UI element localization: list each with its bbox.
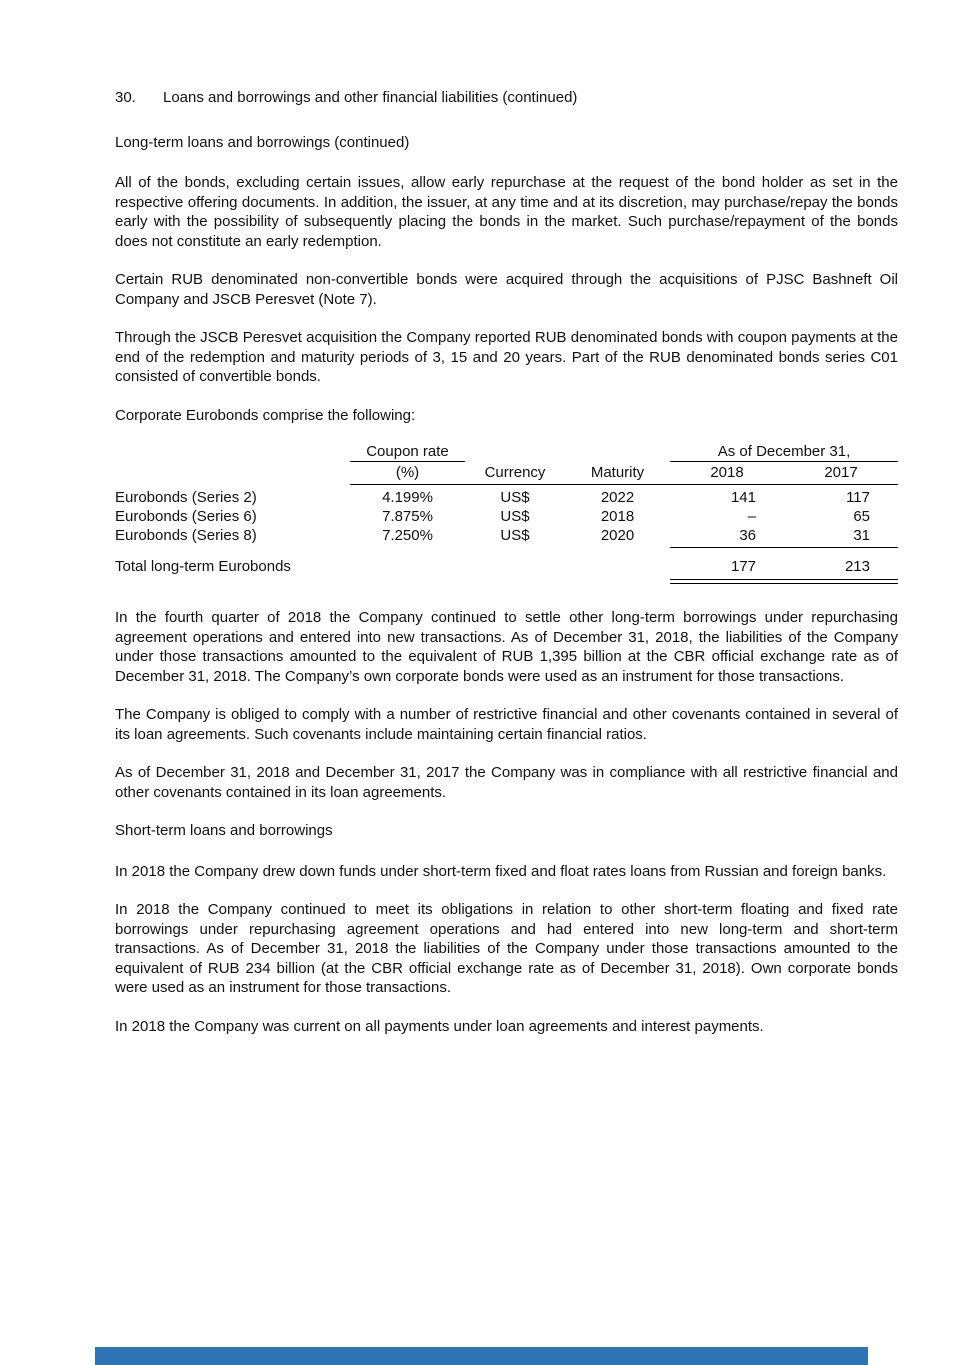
- paragraph: Certain RUB denominated non-convertible bonds were acquired through the acquisitions of PJSC Bashneft Oil Company and JSCB Peresvet (Note 7).: [115, 271, 898, 308]
- paragraph: All of the bonds, excluding certain issues, allow early repurchase at the request of the bond holder as set in the respective offering documents. In addition, the issuer, at any time and at its discretion, may purchase/repay the bonds early with the possibility of subsequently placing the bonds in the market. Such purchase/repayment of the bonds does not constitute an early redemption.: [115, 174, 898, 250]
- value-2018: 141: [730, 489, 756, 506]
- subsection-heading-short-term: Short-term loans and borrowings: [115, 822, 333, 839]
- spacer-cell: [115, 442, 350, 462]
- section-heading: [115, 88, 898, 108]
- paragraph: In the fourth quarter of 2018 the Company continued to settle other long-term borrowings under repurchasing agreement operations and entered into new transactions. As of December 31, 2018, the liabilities of the Company under those transactions amounted to the equivalent of RUB 1,395 billion at the CBR official exchange rate as of December 31, 2018. The Company’s own corporate bonds were used as an instrument for those transactions.: [115, 609, 898, 685]
- value-2017: 65: [853, 508, 870, 525]
- table-total-row: [115, 557, 898, 576]
- row-label: Eurobonds (Series 8): [115, 527, 257, 544]
- column-header-currency: Currency: [484, 464, 546, 481]
- total-2018: 177: [730, 558, 756, 575]
- paragraph: In 2018 the Company continued to meet its obligations in relation to other short-term floating and fixed rate borrowings under repurchasing agreement operations and had entered into new long-term and short-term transactions. As of December 31, 2018 the liabilities of the Company under those transactions amounted to the equivalent of RUB 234 billion (at the CBR official exchange rate as of December 31, 2018). Own corporate bonds were used as an instrument for those transactions.: [115, 901, 898, 996]
- maturity-value: 2018: [600, 508, 635, 525]
- row-label: Eurobonds (Series 6): [115, 508, 257, 525]
- paragraph: The Company is obliged to comply with a number of restrictive financial and other covenants contained in several of its loan agreements. Such covenants include maintaining certain financial ratios.: [115, 706, 898, 743]
- footer-accent-bar: [95, 1347, 868, 1365]
- maturity-value: 2022: [600, 489, 635, 506]
- currency-value: US$: [500, 527, 530, 544]
- eurobonds-table: [115, 442, 898, 584]
- column-header-2018: 2018: [710, 464, 744, 481]
- spacer-cell: [350, 557, 465, 576]
- value-2017: 31: [853, 527, 870, 544]
- total-label: Total long-term Eurobonds: [115, 558, 291, 575]
- row-label: Eurobonds (Series 2): [115, 489, 257, 506]
- column-header-2017: 2017: [824, 464, 858, 481]
- value-2017: 117: [846, 489, 870, 506]
- table-row: [115, 488, 898, 507]
- maturity-value: 2020: [600, 527, 635, 544]
- table-header-row-2: [115, 463, 898, 485]
- table-subtotal-rule: [670, 547, 898, 548]
- value-2018: 36: [739, 527, 756, 544]
- table-intro: Corporate Eurobonds comprise the following:: [115, 406, 416, 424]
- table-row: [115, 526, 898, 545]
- spacer-cell: [115, 463, 350, 482]
- value-2018: –: [747, 508, 756, 525]
- paragraph: In 2018 the Company drew down funds under short-term fixed and float rates loans from Russian and foreign banks.: [115, 862, 887, 880]
- column-header-percent: (%): [395, 464, 420, 481]
- table-total-double-rule: [670, 579, 898, 584]
- coupon-value: 4.199%: [382, 489, 433, 506]
- table-header-row-1: [115, 442, 898, 462]
- section-title: Loans and borrowings and other financial liabilities (continued): [163, 89, 578, 106]
- table-row: [115, 507, 898, 526]
- spacer-cell: [465, 557, 565, 576]
- total-2017: 213: [844, 558, 870, 575]
- currency-value: US$: [500, 508, 530, 525]
- coupon-value: 7.250%: [382, 527, 433, 544]
- currency-value: US$: [500, 489, 530, 506]
- paragraph: In 2018 the Company was current on all payments under loan agreements and interest payments.: [115, 1017, 764, 1035]
- as-of-december-group-header: As of December 31,: [670, 442, 898, 462]
- paragraph: Through the JSCB Peresvet acquisition the Company reported RUB denominated bonds with coupon payments at the end of the redemption and maturity periods of 3, 15 and 20 years. Part of the RUB denominated bonds series C01 consisted of convertible bonds.: [115, 329, 898, 385]
- spacer-cell: [565, 442, 670, 462]
- column-header-maturity: Maturity: [590, 464, 645, 481]
- page-content: [115, 0, 898, 1055]
- coupon-rate-group-header: Coupon rate: [350, 442, 465, 462]
- subsection-heading-long-term: Long-term loans and borrowings (continued): [115, 133, 410, 151]
- coupon-value: 7.875%: [382, 508, 433, 525]
- paragraph: As of December 31, 2018 and December 31, 2017 the Company was in compliance with all restrictive financial and other covenants contained in its loan agreements.: [115, 764, 898, 801]
- section-number: 30.: [115, 89, 136, 106]
- spacer-cell: [465, 442, 565, 462]
- spacer-cell: [565, 557, 670, 576]
